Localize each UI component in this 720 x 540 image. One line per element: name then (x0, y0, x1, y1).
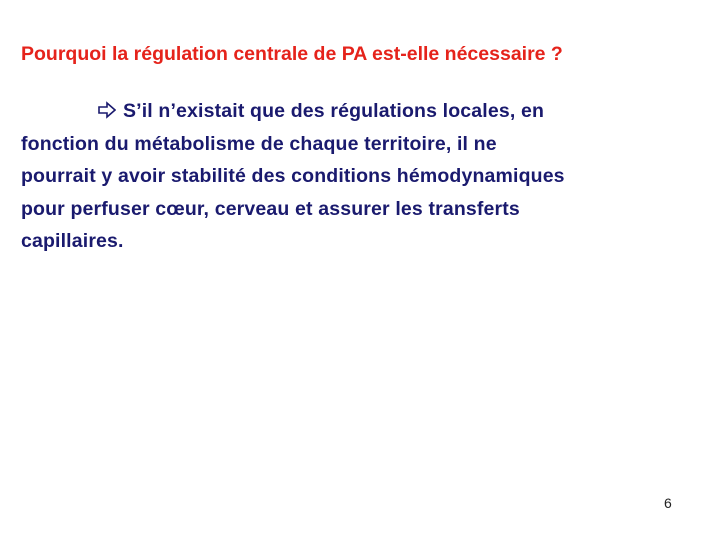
slide-body (21, 95, 711, 258)
slide-title: Pourquoi la régulation centrale de PA est-elle nécessaire ? (21, 43, 563, 65)
body-line-5: capillaires. (21, 230, 124, 252)
body-line-text: S’il n’existait que des régulations locales, en (123, 100, 545, 122)
page-number: 6 (664, 495, 672, 511)
body-line-3: pourrait y avoir stabilité des conditions hémodynamiques (21, 165, 565, 187)
hollow-arrow-right-icon (98, 101, 116, 119)
body-line-1 (21, 95, 711, 128)
body-line-4: pour perfuser cœur, cerveau et assurer les transferts (21, 197, 520, 220)
body-line-2: fonction du métabolisme de chaque territoire, il ne (21, 132, 497, 155)
